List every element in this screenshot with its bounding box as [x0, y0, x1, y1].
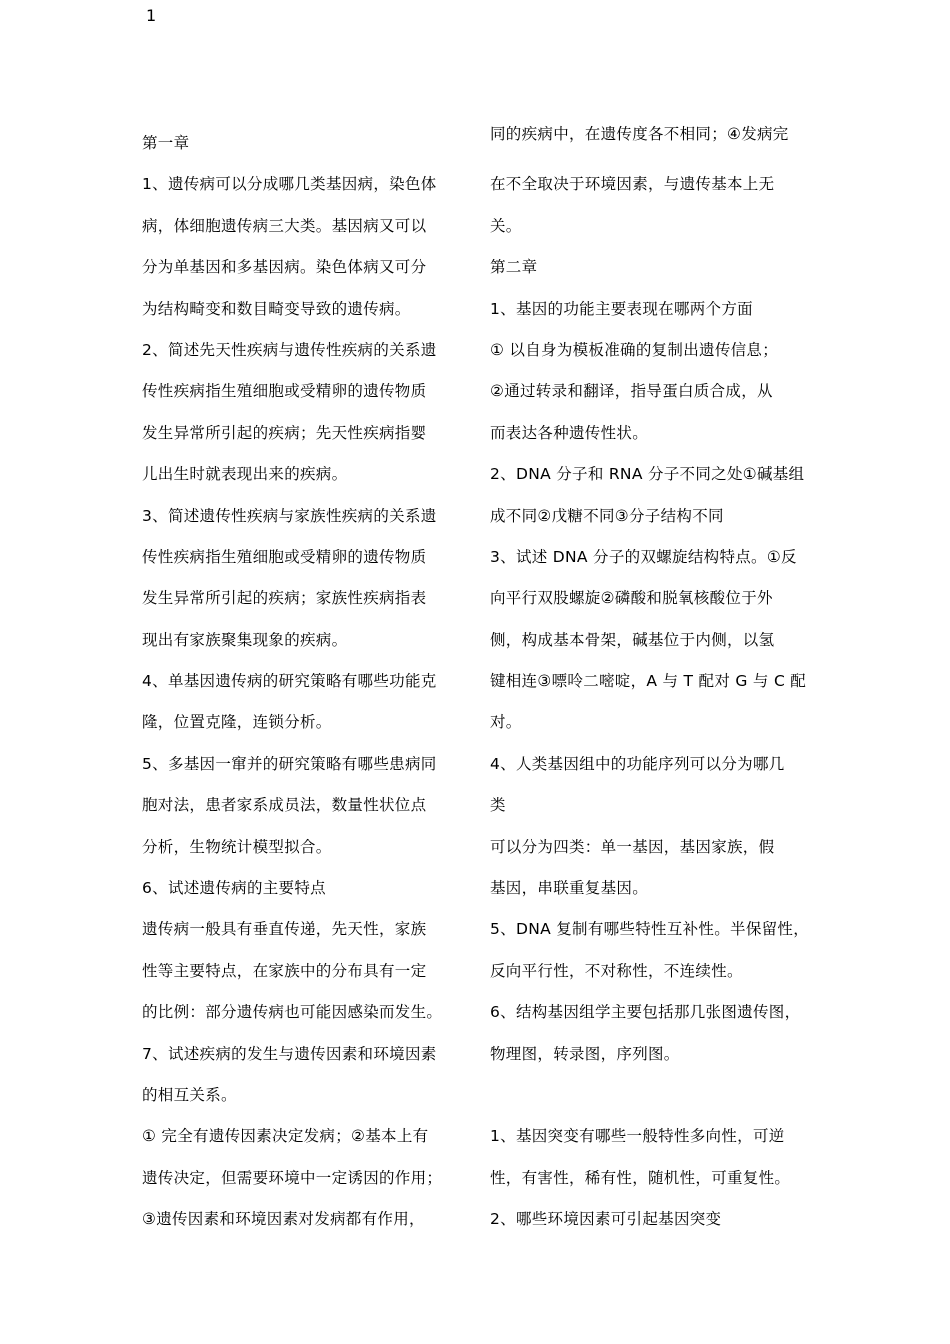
paragraph-line: 6、结构基因组学主要包括那几张图遗传图， [490, 1003, 801, 1022]
paragraph-line: 2、DNA 分子和 RNA 分子不同之处①碱基组 [490, 465, 805, 484]
paragraph-line: 7、试述疾病的发生与遗传因素和环境因素 [142, 1044, 437, 1063]
paragraph-line: 3、试述 DNA 分子的双螺旋结构特点。①反 [490, 547, 797, 566]
paragraph-line: 传性疾病指生殖细胞或受精卵的遗传物质 [142, 382, 427, 401]
paragraph-line [490, 1075, 830, 1116]
paragraph-line: 的比例：部分遗传病也可能因感染而发生。 [142, 1003, 443, 1022]
paragraph-line: 分析，生物统计模型拟合。 [142, 837, 332, 856]
paragraph-line: 侧，构成基本骨架，碱基位于内侧，以氢 [490, 630, 775, 649]
paragraph-line: 在不全取决于环境因素，与遗传基本上无 [490, 175, 775, 194]
paragraph-line: ① 以自身为模板准确的复制出遗传信息； [490, 340, 779, 359]
paragraph-line: 分为单基因和多基因病。染色体病又可分 [142, 258, 427, 277]
paragraph-line: 儿出生时就表现出来的疾病。 [142, 465, 348, 484]
paragraph-line: 性，有害性，稀有性，随机性，可重复性。 [490, 1168, 791, 1187]
paragraph-line: 性等主要特点，在家族中的分布具有一定 [142, 961, 427, 980]
paragraph-line: ① 完全有遗传因素决定发病；②基本上有 [142, 1127, 429, 1146]
paragraph-line: 第二章 [490, 258, 538, 277]
paragraph-line: 同的疾病中，在遗传度各不相同；④发病完 [490, 125, 789, 143]
paragraph-line: ②通过转录和翻译，指导蛋白质合成，从 [490, 382, 773, 401]
paragraph-line: 关。 [490, 216, 522, 235]
paragraph-line: 现出有家族聚集现象的疾病。 [142, 630, 348, 649]
paragraph-line: 隆，位置克隆，连锁分析。 [142, 713, 332, 732]
paragraph-line: 1、遗传病可以分成哪几类基因病，染色体 [142, 175, 437, 194]
paragraph-line: 发生异常所引起的疾病；家族性疾病指表 [142, 589, 427, 608]
paragraph-line: 第一章 [142, 134, 190, 152]
paragraph-line: ③遗传因素和环境因素对发病都有作用， [142, 1210, 425, 1229]
paragraph-line: 而表达各种遗传性状。 [490, 423, 649, 442]
paragraph-line: 病，体细胞遗传病三大类。基因病又可以 [142, 216, 427, 235]
paragraph-line: 2、简述先天性疾病与遗传性疾病的关系遗 [142, 340, 437, 359]
paragraph-line: 的相互关系。 [142, 1085, 237, 1104]
paragraph-line: 5、DNA 复制有哪些特性互补性。半保留性， [490, 920, 810, 939]
paragraph-line: 2、哪些环境因素可引起基因突变 [490, 1210, 722, 1229]
paragraph-line: 可以分为四类：单一基因，基因家族，假 [490, 837, 775, 856]
paragraph-line: 1、基因的功能主要表现在哪两个方面 [490, 299, 753, 318]
paragraph-line: 1、基因突变有哪些一般特性多向性，可逆 [490, 1127, 785, 1146]
paragraph-line: 4、单基因遗传病的研究策略有哪些功能克 [142, 672, 437, 691]
paragraph-line: 6、试述遗传病的主要特点 [142, 879, 326, 898]
paragraph-line: 为结构畸变和数目畸变导致的遗传病。 [142, 299, 411, 318]
right-column [490, 123, 830, 1241]
paragraph-line: 基因，串联重复基因。 [490, 879, 649, 898]
paragraph-line: 类 [490, 796, 506, 815]
paragraph-line: 反向平行性，不对称性，不连续性。 [490, 961, 743, 980]
left-column [142, 123, 477, 1241]
paragraph-line: 胞对法，患者家系成员法，数量性状位点 [142, 796, 427, 815]
paragraph-line: 传性疾病指生殖细胞或受精卵的遗传物质 [142, 547, 427, 566]
paragraph-line: 键相连③嘌呤二嘧啶，A 与 T 配对 G 与 C 配 [490, 672, 807, 691]
paragraph-line: 发生异常所引起的疾病；先天性疾病指婴 [142, 423, 427, 442]
paragraph-line: 对。 [490, 713, 522, 732]
paragraph-line: 4、人类基因组中的功能序列可以分为哪几 [490, 754, 785, 773]
paragraph-line: 成不同②戊糖不同③分子结构不同 [490, 506, 724, 525]
paragraph-line: 3、简述遗传性疾病与家族性疾病的关系遗 [142, 506, 437, 525]
paragraph-line: 向平行双股螺旋②磷酸和脱氧核酸位于外 [490, 589, 773, 608]
paragraph-line: 5、多基因一窜并的研究策略有哪些患病同 [142, 754, 437, 773]
paragraph-line: 遗传决定，但需要环境中一定诱因的作用； [142, 1168, 443, 1187]
paragraph-line: 遗传病一般具有垂直传递，先天性，家族 [142, 920, 427, 939]
page-number: 1 [146, 6, 157, 25]
paragraph-line: 物理图，转录图，序列图。 [490, 1044, 680, 1063]
